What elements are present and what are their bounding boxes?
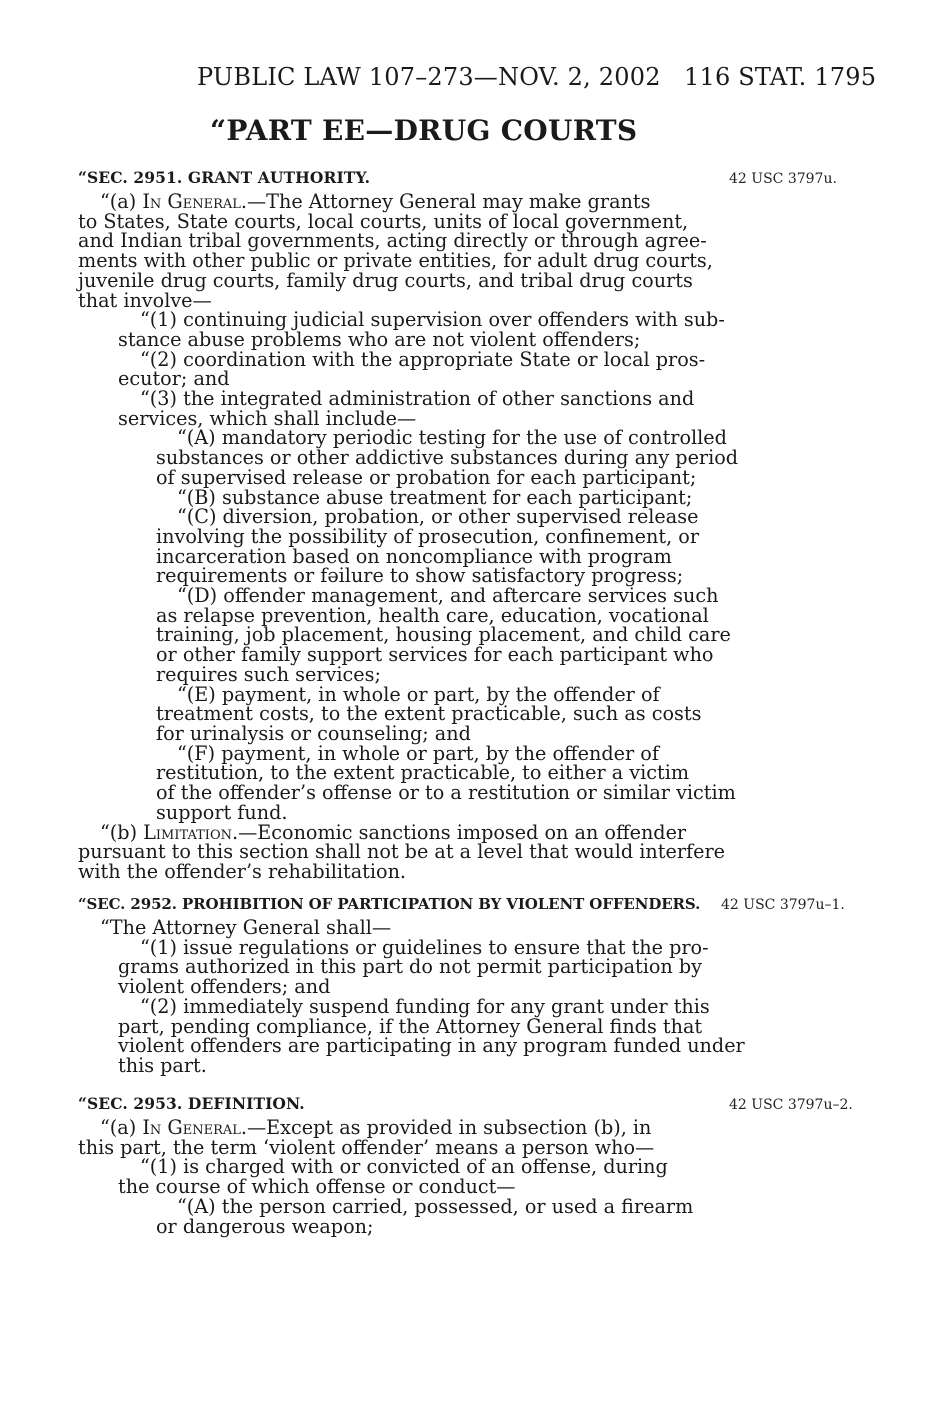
- text-line: violent offenders are participating in any program funded under: [118, 1034, 745, 1058]
- subparagraph-A-line: “(A) mandatory periodic testing for the use of controlled: [177, 426, 727, 450]
- subparagraph-C-line: “(C) diversion, probation, or other supervised release: [177, 505, 699, 529]
- subsection-a-caption: In General.: [142, 1116, 247, 1139]
- section-2952-intro: “The Attorney General shall—: [100, 916, 392, 939]
- subparagraph-E-line: “(E) payment, in whole or part, by the offender of: [177, 682, 660, 706]
- text-line: part, pending compliance, if the Attorney General finds that: [118, 1014, 703, 1038]
- text-line: this part, the term ‘violent offender’ means a person who—: [78, 1135, 655, 1159]
- text-line: grams authorized in this part do not permit participation by: [118, 955, 702, 979]
- subsection-a-line: “(a) In General.—The Attorney General may make grants: [100, 190, 651, 213]
- section-2952-margin-note: 42 USC 3797u–1.: [721, 897, 845, 913]
- text-line: this part.: [118, 1053, 207, 1077]
- text-line: of supervised release or probation for each participant;: [156, 465, 697, 489]
- text-line: services, which shall include—: [118, 406, 417, 430]
- text-line: the course of which offense or conduct—: [118, 1175, 516, 1199]
- text-line: requirements or fəilure to show satisfactory progress;: [156, 564, 684, 588]
- text-line: or dangerous weapon;: [156, 1214, 374, 1238]
- subparagraph-D-line: “(D) offender management, and aftercare services such: [177, 584, 719, 608]
- paragraph-1-line: “(1) issue regulations or guidelines to ensure that the pro-: [140, 935, 709, 959]
- text-line: and Indian tribal governments, acting directly or through agree-: [78, 229, 707, 253]
- text-line: of the offender’s offense or to a restitution or similar victim: [156, 781, 736, 805]
- part-title: “PART EE—DRUG COURTS: [210, 114, 638, 147]
- text-line: ments with other public or private entities, for adult drug courts,: [78, 249, 713, 273]
- section-2953-heading: “SEC. 2953. DEFINITION.: [78, 1094, 305, 1113]
- section-2952-body: [0, 918, 947, 1076]
- section-2951-margin-note: 42 USC 3797u.: [729, 171, 837, 187]
- section-2953-margin-note: 42 USC 3797u–2.: [729, 1097, 853, 1113]
- subsection-a-caption: In General.: [142, 190, 247, 213]
- text-line: incarceration based on noncompliance with program: [156, 544, 672, 568]
- section-2953-body: [0, 1118, 947, 1236]
- paragraph-1-line: “(1) is charged with or convicted of an offense, during: [140, 1155, 668, 1179]
- text-line: juvenile drug courts, family drug courts, and tribal drug courts: [78, 268, 693, 292]
- paragraph-2-line: “(2) immediately suspend funding for any grant under this: [140, 994, 710, 1018]
- text-line: treatment costs, to the extent practicable, such as costs: [156, 702, 702, 726]
- text-line: or other family support services for each participant who: [156, 643, 714, 667]
- text-line: as relapse prevention, health care, education, vocational: [156, 603, 709, 627]
- text-line: with the offender’s rehabilitation.: [78, 859, 407, 883]
- text-line: requires such services;: [156, 662, 381, 686]
- text-line: involving the possibility of prosecution, confinement, or: [156, 524, 699, 548]
- subsection-b-caption: Limitation.: [143, 820, 239, 844]
- text-line: stance abuse problems who are not violent offenders;: [118, 327, 641, 351]
- paragraph-2-line: “(2) coordination with the appropriate State or local pros-: [140, 347, 706, 371]
- subparagraph-F-line: “(F) payment, in whole or part, by the offender of: [177, 741, 659, 765]
- text-line: that involve—: [78, 288, 212, 312]
- paragraph-1-line: “(1) continuing judicial supervision over offenders with sub-: [140, 308, 725, 332]
- subparagraph-B-line: “(B) substance abuse treatment for each participant;: [177, 485, 693, 509]
- paragraph-3-line: “(3) the integrated administration of other sanctions and: [140, 387, 695, 411]
- subparagraph-A-line: “(A) the person carried, possessed, or used a firearm: [177, 1194, 694, 1218]
- running-header-left: PUBLIC LAW 107–273—NOV. 2, 2002: [197, 63, 661, 91]
- text-line: for urinalysis or counseling; and: [156, 721, 471, 745]
- subsection-b-line: “(b) Limitation.—Economic sanctions imposed on an offender: [100, 820, 687, 844]
- section-2952-heading: “SEC. 2952. PROHIBITION OF PARTICIPATION BY VIOLENT OFFENDERS.: [78, 895, 701, 913]
- section-2951-body: [0, 192, 947, 882]
- text-line: ecutor; and: [118, 367, 230, 391]
- section-2951-heading: “SEC. 2951. GRANT AUTHORITY.: [78, 168, 371, 187]
- text-line: pursuant to this section shall not be at a level that would interfere: [78, 840, 726, 864]
- subsection-a-line: “(a) In General.—Except as provided in subsection (b), in: [100, 1116, 652, 1139]
- running-header-right: 116 STAT. 1795: [684, 63, 877, 91]
- text-line: violent offenders; and: [118, 975, 331, 999]
- text-line: support fund.: [156, 800, 288, 824]
- text-line: training, job placement, housing placement, and child care: [156, 623, 731, 647]
- text-line: substances or other addictive substances during any period: [156, 446, 739, 470]
- text-line: restitution, to the extent practicable, to either a victim: [156, 761, 690, 785]
- text-line: to States, State courts, local courts, units of local government,: [78, 209, 689, 233]
